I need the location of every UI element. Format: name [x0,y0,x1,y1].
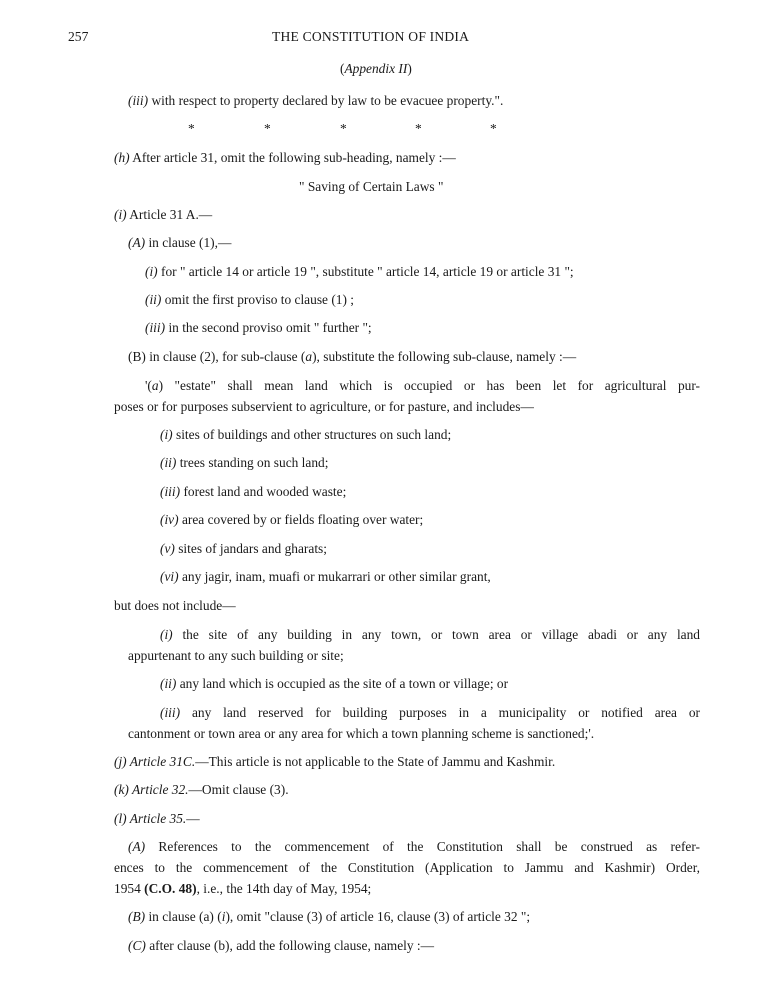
omission-stars: * * * * * [188,121,497,136]
clause-A-ii: (ii) omit the first proviso to clause (1) ; [145,292,355,307]
includes-item: (iii) forest land and wooded waste; [160,484,347,499]
includes-item: (ii) trees standing on such land; [160,455,329,470]
page-number: 257 [68,29,89,44]
includes-item: (vi) any jagir, inam, muafi or mukarrari or other similar grant, [160,569,491,584]
item-j: (j) Article 31C.—This article is not applicable to the State of Jammu and Kashmir. [114,754,556,769]
clause-B: (B) in clause (2), for sub-clause (a), substitute the following sub-clause, namely :— [128,349,577,364]
includes-item: (i) sites of buildings and other structures on such land; [160,427,452,442]
includes-item: (v) sites of jandars and gharats; [160,541,327,556]
item-h: (h) After article 31, omit the following sub-heading, namely :— [114,150,456,165]
exclusion-i-line-1: (i) the site of any building in any town, or town area or village abadi or any land [160,627,700,642]
clause-L-A-line-3: 1954 (C.O. 48), i.e., the 14th day of May, 1954; [114,881,372,896]
running-head: THE CONSTITUTION OF INDIA [272,29,470,44]
exclusion-i-line-2: appurtenant to any such building or site; [128,648,344,663]
exclusion-iii-line-2: cantonment or town area or any area for which a town planning scheme is sanctioned;'. [128,726,595,741]
estate-definition-line-1: '(a) "estate" shall mean land which is occupied or has been let for agricultural pur- [145,378,700,393]
clause-A: (A) in clause (1),— [128,235,232,250]
clause-L-C: (C) after clause (b), add the following clause, namely :— [128,938,435,953]
clause-iii-evacuee: (iii) with respect to property declared by law to be evacuee property.". [128,93,504,108]
exclusion-ii: (ii) any land which is occupied as the site of a town or village; or [160,676,509,691]
item-i: (i) Article 31 A.— [114,207,213,222]
exclusion-iii-line-1: (iii) any land reserved for building purposes in a municipality or notified area or [160,705,700,720]
item-k: (k) Article 32.—Omit clause (3). [114,782,289,797]
includes-item: (iv) area covered by or fields floating over water; [160,512,424,527]
item-l: (l) Article 35.— [114,811,200,826]
clause-A-i: (i) for " article 14 or article 19 ", substitute " article 14, article 19 or article 31 "; [145,264,574,279]
sub-heading: " Saving of Certain Laws " [299,179,444,194]
clause-A-iii: (iii) in the second proviso omit " further "; [145,320,372,335]
estate-definition-line-2: poses or for purposes subservient to agriculture, or for pasture, and includes— [114,399,534,414]
clause-L-A-line-1: (A) References to the commencement of the Constitution shall be construed as refer- [128,839,700,854]
clause-L-B: (B) in clause (a) (i), omit "clause (3) of article 16, clause (3) of article 32 "; [128,909,531,924]
clause-L-A-line-2: ences to the commencement of the Constitution (Application to Jammu and Kashmir) Order, [114,860,700,875]
does-not-include: but does not include— [114,598,236,613]
appendix-label: (Appendix II) [340,61,412,76]
